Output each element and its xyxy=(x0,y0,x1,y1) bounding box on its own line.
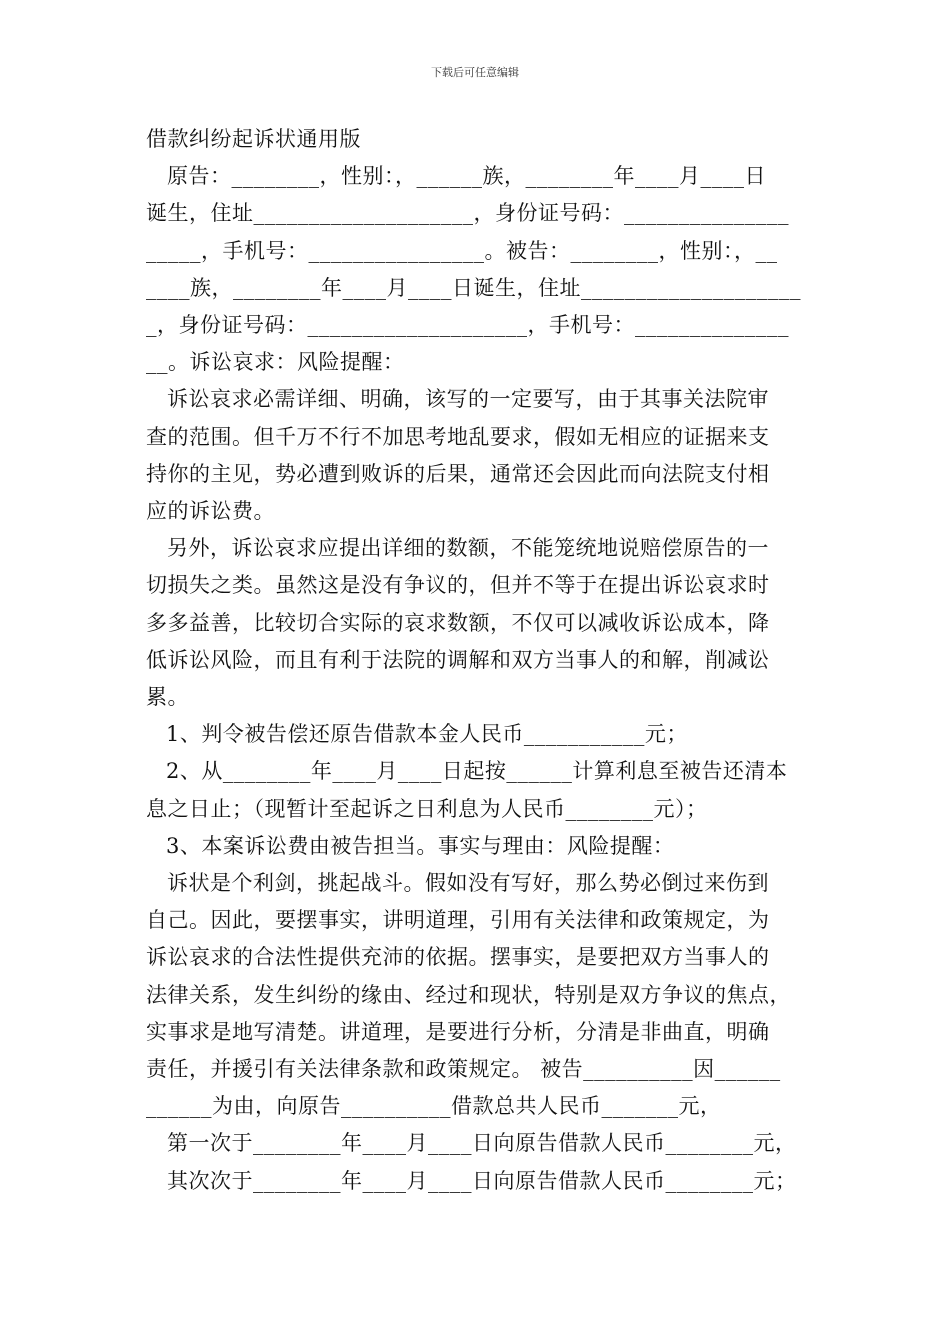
document-title: 借款纠纷起诉状通用版 xyxy=(146,127,361,151)
loan-first-line: 第一次于________年____月____日向原告借款人民币________元， xyxy=(167,1131,797,1156)
facts-paragraph-line: 法律关系，发生纠纷的缘由、经过和现状，特别是双方争议的焦点， xyxy=(146,982,791,1007)
amount-paragraph-line: 切损失之类。虽然这是没有争议的，但并不等于在提出诉讼哀求时 xyxy=(146,573,770,598)
facts-paragraph-line: 自己。因此，要摆事实，讲明道理，引用有关法律和政策规定，为 xyxy=(146,908,770,933)
facts-paragraph-line: 诉状是个利剑，挑起战斗。假如没有写好，那么势必倒过来伤到 xyxy=(167,871,769,896)
facts-paragraph-line: 实事求是地写清楚。讲道理，是要进行分析，分清是非曲直，明确 xyxy=(146,1019,770,1044)
facts-paragraph-line: 责任，并援引有关法律条款和政策规定。 被告__________因______ xyxy=(146,1057,781,1082)
amount-paragraph-line: 累。 xyxy=(146,685,189,710)
facts-paragraph-line: 诉讼哀求的合法性提供充沛的依据。摆事实，是要把双方当事人的 xyxy=(146,945,770,970)
document-body xyxy=(146,121,810,1200)
page-header-note: 下载后可任意编辑 xyxy=(431,66,519,79)
claim-item-3: 3、本案诉讼费由被告担当。事实与理由：风险提醒： xyxy=(166,833,675,858)
plaintiff-info-line: 原告：________，性别：，______族，________年____月____日 xyxy=(167,164,766,189)
amount-paragraph-line: 多多益善，比较切合实际的哀求数额，不仅可以减收诉讼成本，降 xyxy=(146,610,770,635)
claim-item-2: 2、从________年____月____日起按______计算利息至被告还清本 xyxy=(166,759,788,784)
amount-paragraph-line: 另外，诉讼哀求应提出详细的数额，不能笼统地说赔偿原告的一 xyxy=(167,536,769,561)
plaintiff-info-line: 诞生，住址____________________，身份证号码：_______________ xyxy=(146,201,789,226)
claim-item-1: 1、判令被告偿还原告借款本金人民币___________元； xyxy=(166,722,688,747)
claims-heading: __。诉讼哀求：风险提醒： xyxy=(146,350,405,375)
risk-paragraph-line: 查的范围。但千万不行不加思考地乱要求，假如无相应的证据来支 xyxy=(146,424,770,449)
risk-paragraph-line: 应的诉讼费。 xyxy=(146,499,275,524)
facts-paragraph-line: ______为由，向原告__________借款总共人民币_______元， xyxy=(146,1094,722,1119)
defendant-info-line: ____族，________年____月____日诞生，住址____________________ xyxy=(146,275,801,300)
amount-paragraph-line: 低诉讼风险，而且有利于法院的调解和双方当事人的和解，削减讼 xyxy=(146,647,770,672)
claim-item-2-cont: 息之日止；（现暂计至起诉之日利息为人民币________元）； xyxy=(146,796,708,821)
loan-second-line: 其次次于________年____月____日向原告借款人民币________元； xyxy=(167,1168,797,1193)
defendant-info-line: _，身份证号码：____________________，手机号：______________ xyxy=(146,313,789,338)
risk-paragraph-line: 诉讼哀求必需详细、明确，该写的一定要写，由于其事关法院审 xyxy=(167,387,769,412)
risk-paragraph-line: 持你的主见，势必遭到败诉的后果，通常还会因此而向法院支付相 xyxy=(146,461,770,486)
defendant-info-line: _____，手机号：________________。被告：________，性别：，__ xyxy=(146,238,778,263)
